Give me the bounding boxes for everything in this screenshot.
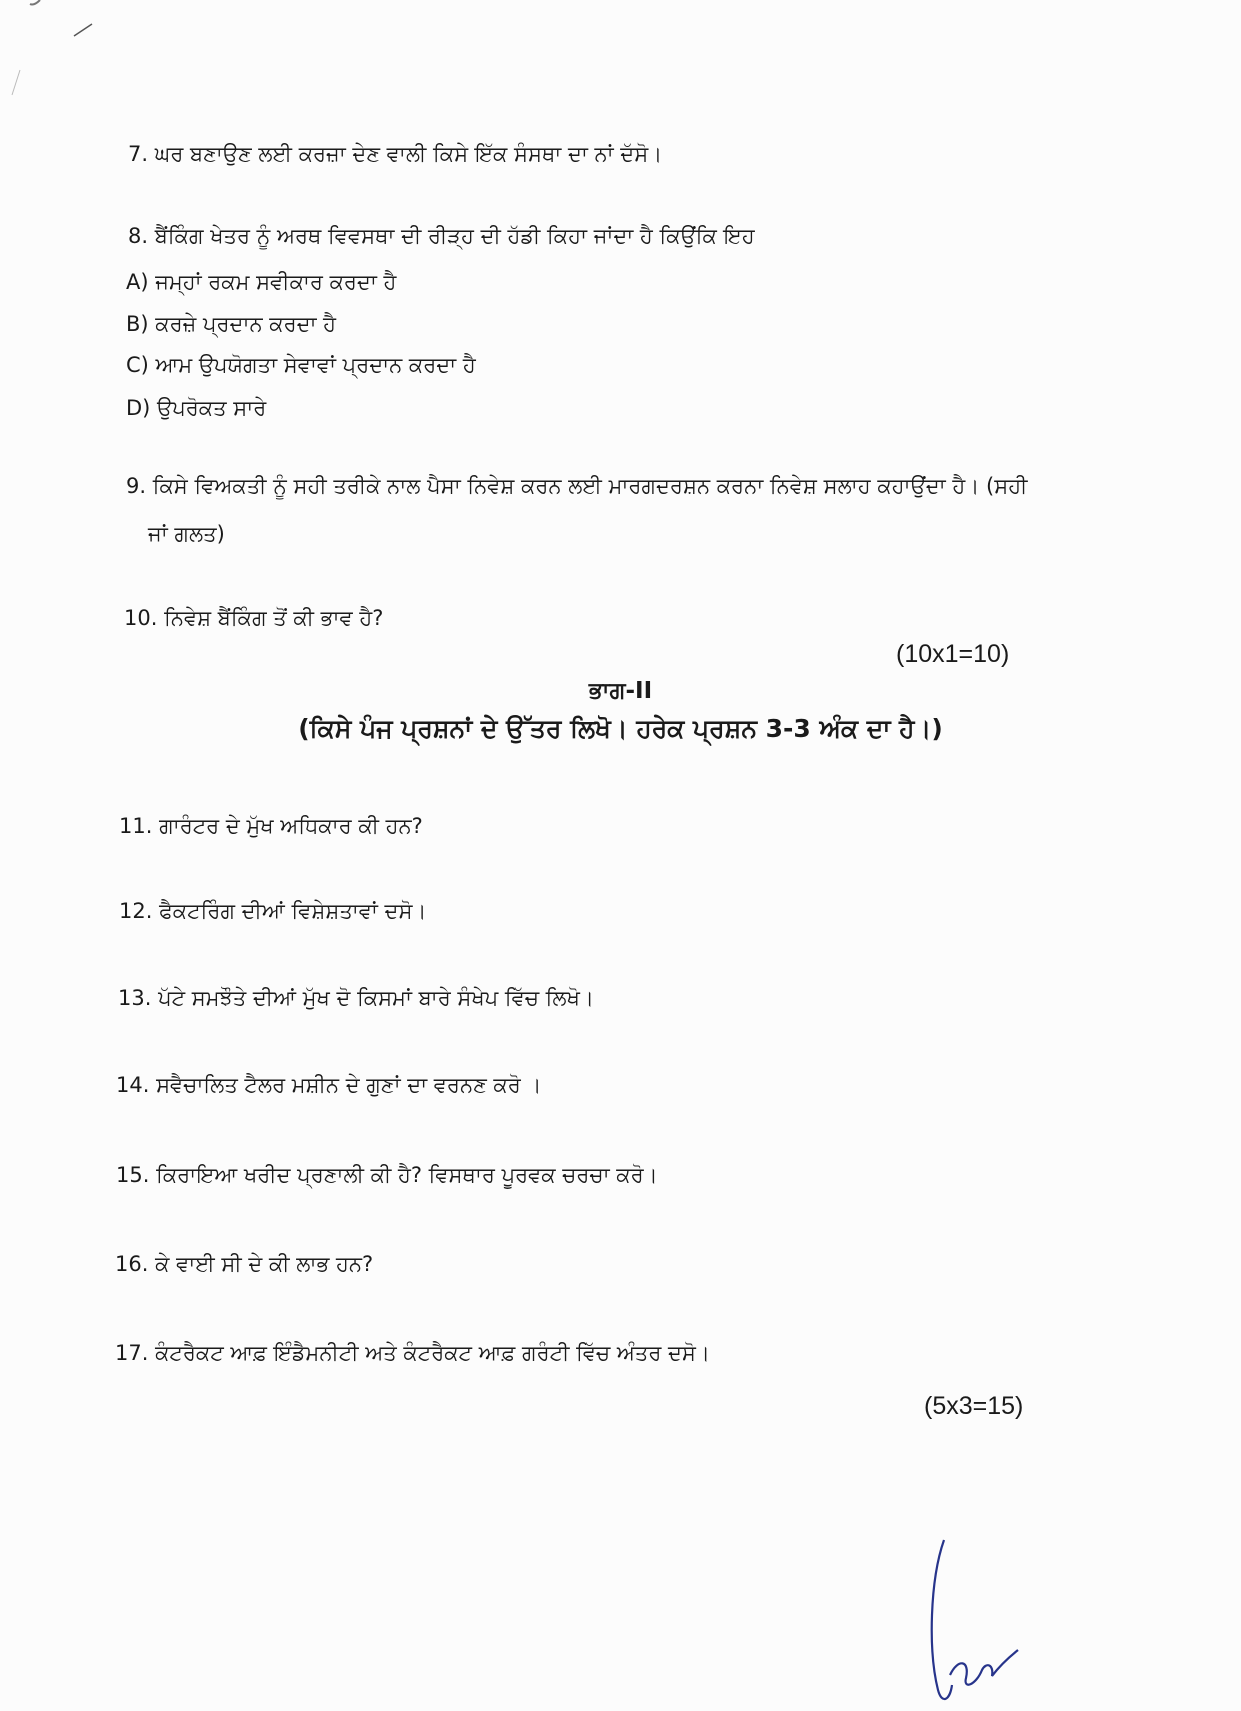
question-17: 17. ਕੰਟਰੈਕਟ ਆਫ਼ ਇੰਡੈਮਨੀਟੀ ਅਤੇ ਕੰਟਰੈਕਟ ਆਫ਼ ਗਰੰਟੀ ਵਿੱਚ ਅੰਤਰ ਦਸੋ। (115, 1341, 711, 1365)
question-7: 7. ਘਰ ਬਣਾਉਣ ਲਈ ਕਰਜ਼ਾ ਦੇਣ ਵਾਲੀ ਕਿਸੇ ਇੱਕ ਸੰਸਥਾ ਦਾ ਨਾਂ ਦੱਸੋ। (128, 142, 663, 166)
signature-drawing (900, 1500, 1040, 1711)
question-12: 12. ਫੈਕਟਰਿੰਗ ਦੀਆਂ ਵਿਸ਼ੇਸ਼ਤਾਵਾਂ ਦਸੋ। (119, 899, 427, 923)
scan-artifact (0, 0, 120, 140)
part-2-title: ਭਾਗ-II (588, 678, 653, 704)
marks-part-2: (5x3=15) (924, 1392, 1024, 1420)
part-2-instruction: (ਕਿਸੇ ਪੰਜ ਪ੍ਰਸ਼ਨਾਂ ਦੇ ਉੱਤਰ ਲਿਖੋ। ਹਰੇਕ ਪ੍ਰਸ਼ਨ 3-3 ਅੰਕ ਦਾ ਹੈ।) (298, 714, 943, 743)
question-8-option-a: A) ਜਮ੍ਹਾਂ ਰਕਮ ਸਵੀਕਾਰ ਕਰਦਾ ਹੈ (126, 270, 397, 294)
question-10: 10. ਨਿਵੇਸ਼ ਬੈਂਕਿੰਗ ਤੋਂ ਕੀ ਭਾਵ ਹੈ? (124, 606, 384, 630)
question-8: 8. ਬੈਂਕਿੰਗ ਖੇਤਰ ਨੂੰ ਅਰਥ ਵਿਵਸਥਾ ਦੀ ਰੀੜ੍ਹ ਦੀ ਹੱਡੀ ਕਿਹਾ ਜਾਂਦਾ ਹੈ ਕਿਉਂਕਿ ਇਹ (128, 224, 755, 248)
question-15: 15. ਕਿਰਾਇਆ ਖਰੀਦ ਪ੍ਰਣਾਲੀ ਕੀ ਹੈ? ਵਿਸਥਾਰ ਪੂਰਵਕ ਚਰਚਾ ਕਰੋ। (116, 1163, 658, 1187)
question-8-option-c: C) ਆਮ ਉਪਯੋਗਤਾ ਸੇਵਾਵਾਂ ਪ੍ਰਦਾਨ ਕਰਦਾ ਹੈ (126, 353, 476, 377)
marks-part-1: (10x1=10) (896, 640, 1010, 668)
question-11: 11. ਗਾਰੰਟਰ ਦੇ ਮੁੱਖ ਅਧਿਕਾਰ ਕੀ ਹਨ? (119, 814, 423, 838)
question-9: 9. ਕਿਸੇ ਵਿਅਕਤੀ ਨੂੰ ਸਹੀ ਤਰੀਕੇ ਨਾਲ ਪੈਸਾ ਨਿਵੇਸ਼ ਕਰਨ ਲਈ ਮਾਰਗਦਰਸ਼ਨ ਕਰਨਾ ਨਿਵੇਸ਼ ਸਲਾਹ ਕਹਾਉਂਦਾ ਹੈ। (ਸਹੀ (126, 474, 1028, 498)
question-8-option-d: D) ਉਪਰੋਕਤ ਸਾਰੇ (126, 396, 267, 420)
question-14: 14. ਸਵੈਚਾਲਿਤ ਟੈਲਰ ਮਸ਼ੀਨ ਦੇ ਗੁਣਾਂ ਦਾ ਵਰਨਣ ਕਰੋ । (116, 1073, 542, 1097)
question-8-option-b: B) ਕਰਜ਼ੇ ਪ੍ਰਦਾਨ ਕਰਦਾ ਹੈ (126, 312, 337, 336)
question-9-continued: ਜਾਂ ਗਲਤ) (148, 522, 225, 546)
question-16: 16. ਕੇ ਵਾਈ ਸੀ ਦੇ ਕੀ ਲਾਭ ਹਨ? (115, 1252, 374, 1276)
question-13: 13. ਪੱਟੇ ਸਮਝੌਤੇ ਦੀਆਂ ਮੁੱਖ ਦੋ ਕਿਸਮਾਂ ਬਾਰੇ ਸੰਖੇਪ ਵਿੱਚ ਲਿਖੋ। (118, 986, 595, 1010)
